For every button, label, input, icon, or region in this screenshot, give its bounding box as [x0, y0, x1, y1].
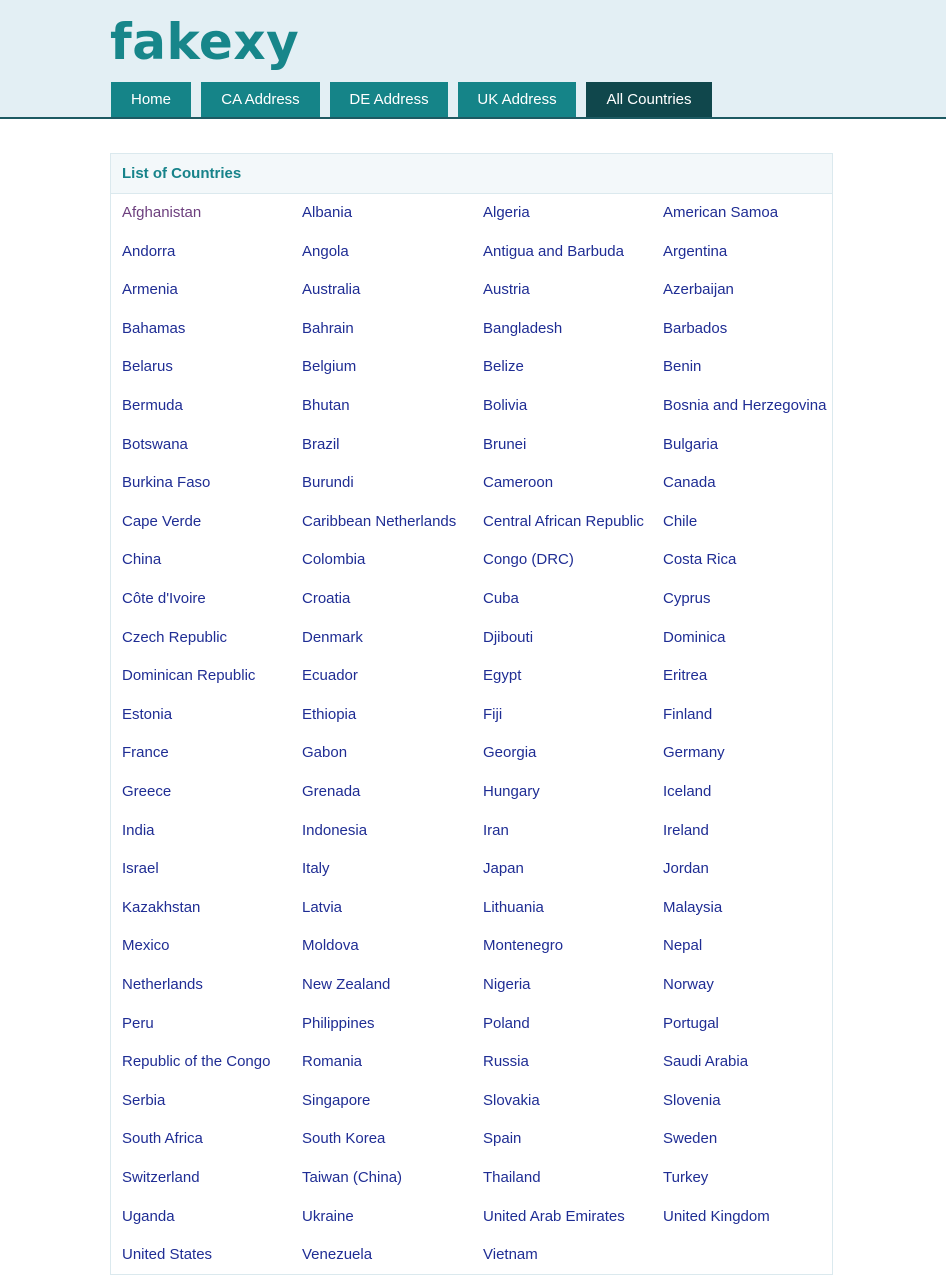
country-link[interactable]: Iran — [483, 821, 509, 839]
country-link[interactable]: Belize — [483, 358, 524, 376]
country-link[interactable]: Slovenia — [663, 1091, 721, 1109]
country-link[interactable]: Djibouti — [483, 628, 534, 646]
country-link[interactable]: Azerbaijan — [663, 281, 734, 299]
country-link[interactable]: Eritrea — [663, 667, 708, 685]
country-link[interactable]: Iceland — [663, 783, 712, 800]
nav-tab-all-countries[interactable]: All Countries — [586, 82, 712, 117]
country-link[interactable]: Greece — [122, 783, 172, 800]
country-link[interactable]: Bhutan — [302, 397, 350, 414]
country-link[interactable]: Australia — [302, 281, 361, 299]
country-link[interactable]: Canada — [663, 474, 716, 492]
nav-tab-de-address[interactable]: DE Address — [330, 82, 448, 117]
country-link[interactable]: Belarus — [122, 358, 173, 376]
country-link[interactable]: Malaysia — [663, 898, 723, 916]
country-link[interactable]: Uganda — [122, 1207, 175, 1225]
country-link[interactable]: Ireland — [663, 821, 709, 839]
country-link[interactable]: South Africa — [122, 1130, 203, 1148]
country-link[interactable]: Cameroon — [483, 474, 554, 492]
country-link[interactable]: Finland — [663, 705, 713, 723]
country-link[interactable]: Philippines — [302, 1014, 375, 1032]
country-link[interactable]: Peru — [122, 1014, 154, 1032]
country-link[interactable]: United States — [122, 1246, 213, 1264]
country-link[interactable]: Caribbean Netherlands — [302, 512, 457, 530]
country-link[interactable]: Japan — [483, 860, 524, 878]
country-link[interactable]: Vietnam — [483, 1246, 538, 1264]
country-link[interactable]: China — [122, 551, 162, 569]
country-link[interactable]: Turkey — [663, 1169, 709, 1186]
country-link[interactable]: Fiji — [483, 705, 503, 723]
country-link[interactable]: Cyprus — [663, 590, 711, 607]
country-link[interactable]: Dominica — [663, 628, 726, 646]
country-link[interactable]: Bangladesh — [483, 319, 563, 337]
country-link[interactable]: Nepal — [663, 937, 703, 955]
country-link[interactable]: Afghanistan — [122, 204, 202, 221]
country-link[interactable]: Bahrain — [302, 319, 354, 337]
country-link[interactable]: Poland — [483, 1014, 530, 1032]
country-link[interactable]: Austria — [483, 281, 530, 299]
country-link[interactable]: Sweden — [663, 1130, 718, 1148]
nav-tab-uk-address[interactable]: UK Address — [458, 82, 576, 117]
country-link[interactable]: South Korea — [302, 1130, 386, 1148]
country-link[interactable]: Bahamas — [122, 319, 186, 337]
country-link[interactable]: Botswana — [122, 435, 188, 453]
country-link[interactable]: New Zealand — [302, 976, 391, 993]
country-link[interactable]: Ecuador — [302, 667, 358, 685]
country-link[interactable]: Albania — [302, 204, 353, 221]
country-link[interactable]: Moldova — [302, 937, 359, 955]
country-link[interactable]: Egypt — [483, 667, 522, 685]
country-link[interactable]: Angola — [302, 242, 349, 260]
nav-tab-home[interactable]: Home — [111, 82, 191, 117]
country-link[interactable]: Germany — [663, 744, 725, 762]
country-link[interactable]: Grenada — [302, 783, 361, 800]
country-link[interactable]: Barbados — [663, 319, 728, 337]
country-link[interactable]: Croatia — [302, 590, 351, 607]
country-link[interactable]: Chile — [663, 512, 698, 530]
country-link[interactable]: Hungary — [483, 783, 540, 800]
country-link[interactable]: Taiwan (China) — [302, 1169, 403, 1186]
country-link[interactable]: Antigua and Barbuda — [483, 242, 624, 260]
country-link[interactable]: Mexico — [122, 937, 170, 955]
country-link[interactable]: Bermuda — [122, 397, 183, 414]
site-header — [0, 0, 946, 119]
country-link[interactable]: Bolivia — [483, 397, 528, 414]
country-link[interactable]: Estonia — [122, 705, 173, 723]
country-link[interactable]: Gabon — [302, 744, 348, 762]
country-link[interactable]: Latvia — [302, 898, 343, 916]
country-link[interactable]: Algeria — [483, 204, 530, 221]
country-link[interactable]: Bosnia and Herzegovina — [663, 397, 827, 414]
country-link[interactable]: Venezuela — [302, 1246, 373, 1264]
country-link[interactable]: Cuba — [483, 590, 519, 607]
country-link[interactable]: Spain — [483, 1130, 522, 1148]
country-link[interactable]: Brunei — [483, 435, 527, 453]
country-link[interactable]: India — [122, 821, 155, 839]
country-link[interactable]: Serbia — [122, 1091, 166, 1109]
country-link[interactable]: United Kingdom — [663, 1207, 770, 1225]
country-link[interactable]: Norway — [663, 976, 714, 993]
country-link[interactable]: Jordan — [663, 860, 709, 878]
panel-heading: List of Countries — [111, 154, 832, 194]
country-link[interactable]: Kazakhstan — [122, 898, 201, 916]
country-link[interactable]: Italy — [302, 860, 330, 878]
country-link[interactable]: Montenegro — [483, 937, 564, 955]
country-link[interactable]: Switzerland — [122, 1169, 200, 1186]
country-link[interactable]: Lithuania — [483, 898, 544, 916]
site-logo[interactable]: fakexy — [110, 13, 300, 71]
country-link[interactable]: Belgium — [302, 358, 357, 376]
country-link[interactable]: Burundi — [302, 474, 354, 492]
country-link[interactable]: Armenia — [122, 281, 178, 299]
country-link[interactable]: United Arab Emirates — [483, 1207, 625, 1225]
country-link[interactable]: Argentina — [663, 242, 728, 260]
country-link[interactable]: France — [122, 744, 169, 762]
country-link[interactable]: American Samoa — [663, 204, 779, 221]
country-link[interactable]: Romania — [302, 1053, 363, 1071]
country-link[interactable]: Saudi Arabia — [663, 1053, 749, 1071]
country-link[interactable]: Congo (DRC) — [483, 551, 574, 569]
country-link[interactable]: Netherlands — [122, 976, 203, 993]
country-link[interactable]: Singapore — [302, 1091, 371, 1109]
country-link[interactable]: Ethiopia — [302, 705, 357, 723]
country-link[interactable]: Republic of the Congo — [122, 1053, 271, 1071]
country-link[interactable]: Nigeria — [483, 976, 531, 993]
country-link[interactable]: Russia — [483, 1053, 529, 1071]
country-link[interactable]: Benin — [663, 358, 702, 376]
nav-tab-ca-address[interactable]: CA Address — [201, 82, 320, 117]
country-link[interactable]: Costa Rica — [663, 551, 737, 569]
country-link[interactable]: Indonesia — [302, 821, 368, 839]
country-link[interactable]: Dominican Republic — [122, 667, 256, 685]
country-link[interactable]: Colombia — [302, 551, 366, 569]
country-link[interactable]: Andorra — [122, 242, 176, 260]
country-link[interactable]: Denmark — [302, 628, 363, 646]
country-link[interactable]: Côte d'Ivoire — [122, 590, 206, 607]
country-link[interactable]: Burkina Faso — [122, 474, 211, 492]
country-link[interactable]: Portugal — [663, 1014, 719, 1032]
countries-panel — [110, 153, 833, 1275]
country-link[interactable]: Thailand — [483, 1169, 541, 1186]
country-link[interactable]: Georgia — [483, 744, 537, 762]
country-link[interactable]: Slovakia — [483, 1091, 540, 1109]
country-link[interactable]: Ukraine — [302, 1207, 354, 1225]
country-link[interactable]: Brazil — [302, 435, 340, 453]
country-link[interactable]: Cape Verde — [122, 512, 202, 530]
country-link[interactable]: Bulgaria — [663, 435, 719, 453]
country-link[interactable]: Central African Republic — [483, 512, 644, 530]
country-link[interactable]: Israel — [122, 860, 159, 878]
country-link[interactable]: Czech Republic — [122, 628, 228, 646]
